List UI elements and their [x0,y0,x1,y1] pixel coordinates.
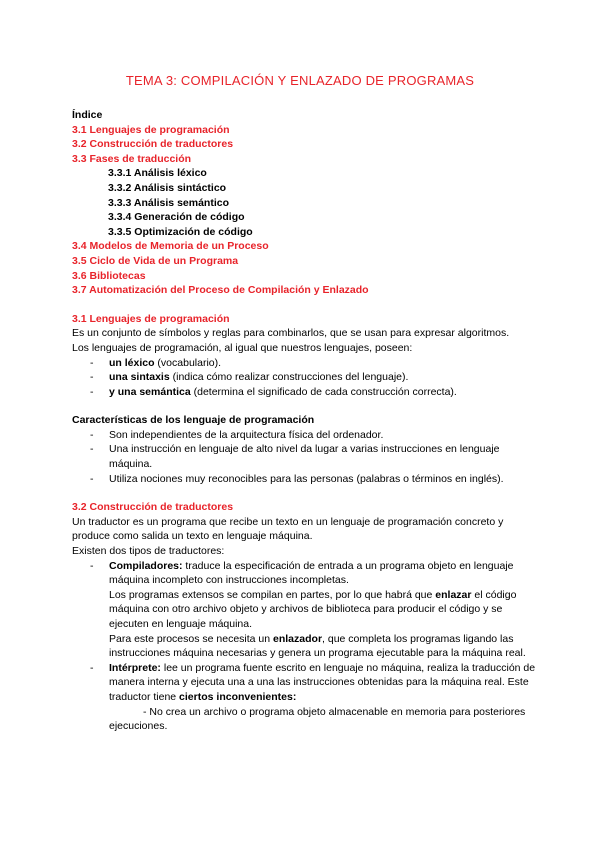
list-item-term: ciertos inconvenientes: [179,690,297,703]
toc-item: 3.3 Fases de traducción [72,152,192,165]
list-item-term: Intérprete: [109,661,161,674]
list-item-text: (vocabulario). [154,356,222,369]
section-heading-3-2: 3.2 Construcción de traductores [72,501,234,514]
toc-item: 3.2 Construcción de traductores [72,138,234,151]
section-paragraph: Un traductor es un programa que recibe un texto en un lenguaje de programación concreto y produce como salida un texto en lenguaje máquina. [72,515,504,543]
list-item-text: Una instrucción en lenguaje de alto nivel da lugar a varias instrucciones en lenguaje máquina. [109,443,500,471]
toc-item: 3.1 Lenguajes de programación [72,123,230,136]
section-paragraph: Es un conjunto de símbolos y reglas para combinarlos, que se usan para expresar algoritmos. [72,327,510,340]
section-paragraph: Existen dos tipos de traductores: [72,545,225,558]
list-item: - y una semántica (determina el significado de cada construcción correcta). [90,385,457,398]
toc-item: 3.4 Modelos de Memoria de un Proceso [72,240,269,253]
list-item-text: Utiliza nociones muy reconocibles para las personas (palabras o términos en inglés). [109,472,504,485]
list-item-text: lee un programa fuente escrito en lenguaje no máquina, realiza la traducción de manera interna y ejecuta una a una las instrucciones obtenidas para la máquina real. Este traductor tiene [109,661,536,703]
toc-subitem: 3.3.3 Análisis semántico [108,196,230,209]
list-item: - Utiliza nociones muy reconocibles para las personas (palabras o términos en inglés). [90,472,504,485]
toc-item: 3.6 Bibliotecas [72,269,146,282]
section-paragraph: Los lenguajes de programación, al igual que nuestros lenguajes, poseen: [72,341,413,354]
toc-subitem: 3.3.1 Análisis léxico [108,167,207,180]
section-heading-3-1: 3.1 Lenguajes de programación [72,312,230,325]
list-item-text: (determina el significado de cada construcción correcta). [190,385,457,398]
toc-subitem: 3.3.2 Análisis sintáctico [108,181,227,194]
document-title: TEMA 3: COMPILACIÓN Y ENLAZADO DE PROGRAMAS [125,73,475,88]
index-heading: Índice [72,109,103,121]
list-item-interprete: - Intérprete: lee un programa fuente escrito en lenguaje no máquina, realiza la traducción de manera interna y ejecuta una a una las instrucciones obtenidas para la máquina real. Este traductor tiene ciertos inconvenientes: [90,661,536,703]
list-item: - Son independientes de la arquitectura física del ordenador. [90,428,384,441]
document-body [72,108,542,734]
compiladores-paragraph: Para este procesos se necesita un enlazador, que completa los programas ligando las instrucciones máquina necesarias y genera un programa ejecutable para la máquina real. [109,632,526,660]
list-item-text: Son independientes de la arquitectura física del ordenador. [109,428,384,441]
list-item-text: traduce la especificación de entrada a un programa objeto en lenguaje máquina incompleto con instrucciones incompletas. [109,559,514,587]
list-item-term: y una semántica [109,385,191,398]
list-item: - una sintaxis (indica cómo realizar construcciones del lenguaje). [90,371,409,384]
characteristics-heading: Características de los lenguaje de programación [72,414,315,427]
list-item-term: Compiladores: [109,559,183,572]
list-item-text: (indica cómo realizar construcciones del lenguaje). [169,371,409,384]
list-item: - Una instrucción en lenguaje de alto nivel da lugar a varias instrucciones en lenguaje máquina. [90,443,500,471]
compiladores-paragraph: Los programas extensos se compilan en partes, por lo que habrá que enlazar el código máquina con otro archivo objeto y archivos de biblioteca para producir el código y se ejecuten en lenguaje máquina. [109,588,517,630]
toc-item: 3.7 Automatización del Proceso de Compilación y Enlazado [72,284,369,297]
list-item-compiladores: - Compiladores: traduce la especificación de entrada a un programa objeto en lenguaje máquina incompleto con instrucciones incompletas. [90,559,514,587]
toc-subitem: 3.3.5 Optimización de código [108,225,253,238]
toc-subitem: 3.3.4 Generación de código [108,211,245,224]
list-item-term: una sintaxis [109,371,170,384]
list-item-term: un léxico [109,356,155,369]
toc-item: 3.5 Ciclo de Vida de un Programa [72,254,239,267]
interprete-subitem: - No crea un archivo o programa objeto almacenable en memoria para posteriores ejecuciones. [109,705,526,733]
list-item: - un léxico (vocabulario). [90,356,222,369]
